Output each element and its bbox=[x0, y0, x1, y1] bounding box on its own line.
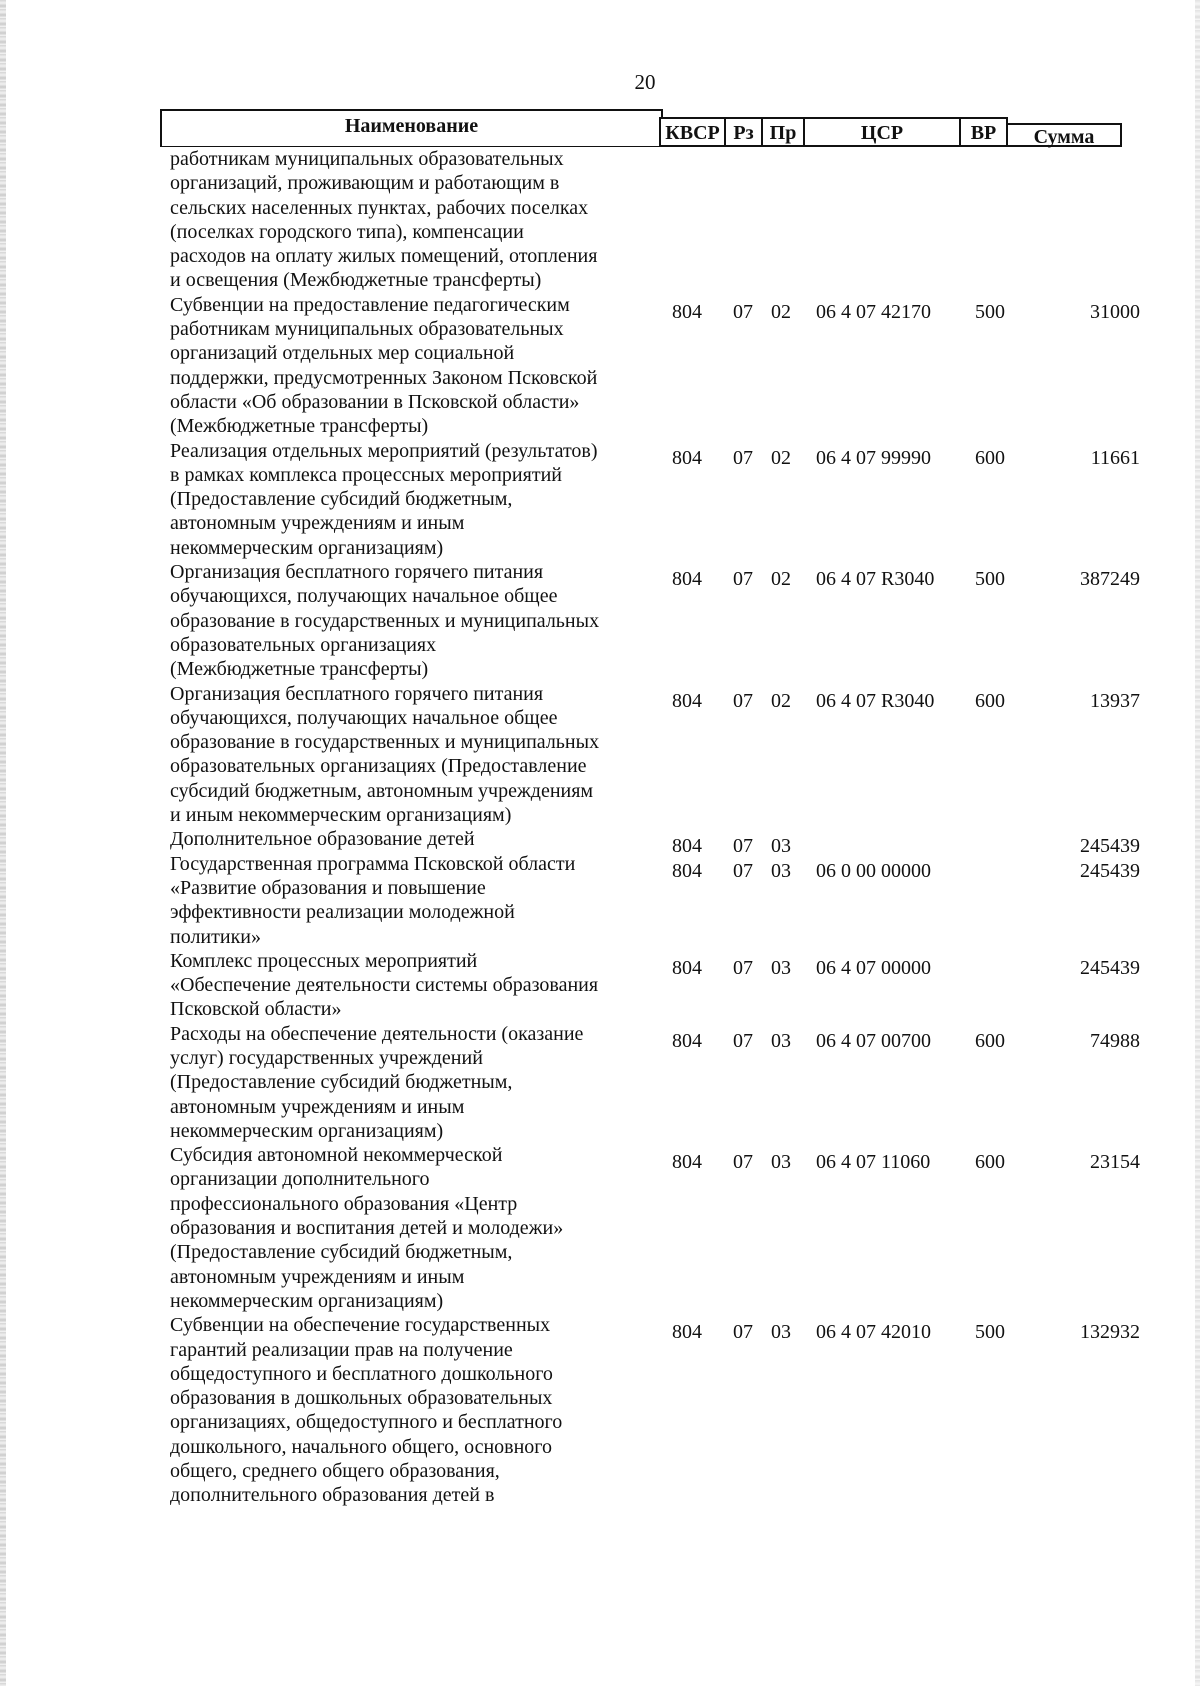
row-name: Субвенции на предоставление педагогическим работникам муниципальных образовательных организаций отдельных мер социальной поддержки, предусмотренных Законом Псковской области «Об образовании в Псковской области» (Межбюджетные трансферты) bbox=[170, 293, 598, 438]
row-sum: 31000 bbox=[1090, 300, 1140, 323]
row-vr: 600 bbox=[975, 446, 1005, 469]
row-kvsr: 804 bbox=[672, 1151, 702, 1174]
row-rz: 07 bbox=[733, 835, 753, 858]
row-csr: 06 4 07 R3040 bbox=[816, 689, 935, 712]
row-rz: 07 bbox=[733, 1029, 753, 1052]
table-row bbox=[160, 439, 1140, 560]
header-pr: Пр bbox=[761, 117, 805, 147]
row-kvsr: 804 bbox=[672, 300, 702, 323]
row-pr: 02 bbox=[771, 689, 791, 712]
row-vr: 600 bbox=[975, 1151, 1005, 1174]
table-row bbox=[160, 1313, 1140, 1507]
row-csr: 06 4 07 00000 bbox=[816, 956, 931, 979]
row-pr: 03 bbox=[771, 956, 791, 979]
row-csr: 06 4 07 42170 bbox=[816, 300, 931, 323]
row-pr: 03 bbox=[771, 835, 791, 858]
scan-edge-left bbox=[0, 0, 6, 1686]
row-kvsr: 804 bbox=[672, 1321, 702, 1344]
row-name: Организация бесплатного горячего питания обучающихся, получающих начальное общее образование в государственных и муниципальных образовательных организациях (Межбюджетные трансферты) bbox=[170, 561, 600, 681]
row-kvsr: 804 bbox=[672, 859, 702, 882]
row-rz: 07 bbox=[733, 689, 753, 712]
row-csr: 06 4 07 00700 bbox=[816, 1029, 931, 1052]
row-pr: 02 bbox=[771, 300, 791, 323]
row-name: Организация бесплатного горячего питания обучающихся, получающих начальное общее образование в государственных и муниципальных образовательных организациях (Предоставление субсидий бюджетным, автономным учреждениям и иным некоммерческим организациям) bbox=[170, 682, 600, 827]
row-sum: 74988 bbox=[1090, 1029, 1140, 1052]
table-row bbox=[160, 852, 1140, 949]
row-sum: 132932 bbox=[1080, 1321, 1140, 1344]
row-kvsr: 804 bbox=[672, 956, 702, 979]
table-row bbox=[160, 1143, 1140, 1313]
row-pr: 02 bbox=[771, 568, 791, 591]
row-rz: 07 bbox=[733, 300, 753, 323]
row-name: Дополнительное образование детей bbox=[170, 828, 475, 851]
row-sum: 245439 bbox=[1080, 835, 1140, 858]
header-vr: ВР bbox=[959, 117, 1008, 147]
row-vr: 500 bbox=[975, 1321, 1005, 1344]
row-rz: 07 bbox=[733, 956, 753, 979]
row-name: работникам муниципальных образовательных организаций, проживающим и работающим в сельских населенных пунктах, рабочих поселках (поселках городского типа), компенсации расходов на оплату жилых помещений, отопления и освещения (Межбюджетные трансферты) bbox=[170, 148, 598, 292]
table-header bbox=[160, 109, 1140, 147]
table-row bbox=[160, 682, 1140, 828]
row-kvsr: 804 bbox=[672, 1029, 702, 1052]
table-row bbox=[160, 949, 1140, 1022]
table-row bbox=[160, 147, 1140, 293]
header-sum: Сумма bbox=[1006, 123, 1122, 147]
row-vr: 600 bbox=[975, 1029, 1005, 1052]
row-vr: 500 bbox=[975, 300, 1005, 323]
row-rz: 07 bbox=[733, 859, 753, 882]
row-csr: 06 4 07 R3040 bbox=[816, 568, 935, 591]
header-name: Наименование bbox=[160, 109, 663, 147]
row-pr: 03 bbox=[771, 1029, 791, 1052]
row-rz: 07 bbox=[733, 1321, 753, 1344]
header-rz: Рз bbox=[724, 117, 763, 147]
row-kvsr: 804 bbox=[672, 835, 702, 858]
row-sum: 23154 bbox=[1090, 1151, 1140, 1174]
row-sum: 245439 bbox=[1080, 956, 1140, 979]
row-kvsr: 804 bbox=[672, 446, 702, 469]
row-csr: 06 4 07 11060 bbox=[816, 1151, 931, 1174]
table-row bbox=[160, 293, 1140, 439]
row-name: Реализация отдельных мероприятий (результатов) в рамках комплекса процессных мероприятий (Предоставление субсидий бюджетным, автономным учреждениям и иным некоммерческим организациям) bbox=[170, 439, 598, 559]
row-name: Субсидия автономной некоммерческой организации дополнительного профессионального образования «Центр образования и воспитания детей и молодежи» (Предоставление субсидий бюджетным, автономным учреждениям и иным некоммерческим организациям) bbox=[170, 1144, 564, 1312]
table-row bbox=[160, 1022, 1140, 1143]
row-name: Комплекс процессных мероприятий «Обеспечение деятельности системы образования Псковской области» bbox=[170, 949, 599, 1021]
row-vr: 500 bbox=[975, 568, 1005, 591]
row-kvsr: 804 bbox=[672, 568, 702, 591]
row-kvsr: 804 bbox=[672, 689, 702, 712]
page-number: 20 bbox=[634, 70, 656, 94]
row-pr: 03 bbox=[771, 1321, 791, 1344]
header-csr: ЦСР bbox=[803, 117, 961, 147]
scan-edge-right bbox=[1195, 0, 1200, 1686]
row-pr: 03 bbox=[771, 859, 791, 882]
row-rz: 07 bbox=[733, 1151, 753, 1174]
row-csr: 06 4 07 99990 bbox=[816, 446, 931, 469]
header-kvsr: КВСР bbox=[659, 117, 726, 147]
row-csr: 06 0 00 00000 bbox=[816, 859, 931, 882]
table-row bbox=[160, 560, 1140, 681]
row-sum: 13937 bbox=[1090, 689, 1140, 712]
row-vr: 600 bbox=[975, 689, 1005, 712]
table-body bbox=[160, 147, 1140, 1508]
row-pr: 03 bbox=[771, 1151, 791, 1174]
row-rz: 07 bbox=[733, 568, 753, 591]
row-name: Государственная программа Псковской области «Развитие образования и повышение эффективности реализации молодежной политики» bbox=[170, 852, 576, 948]
row-name: Субвенции на обеспечение государственных гарантий реализации прав на получение общедоступного и бесплатного дошкольного образования в дошкольных образовательных организациях, общедоступного и бесплатного дошкольного, начального общего, основного общего, среднего общего образования, дополнительного образования детей в bbox=[170, 1314, 563, 1507]
row-sum: 387249 bbox=[1080, 568, 1140, 591]
row-name: Расходы на обеспечение деятельности (оказание услуг) государственных учреждений (Предоставление субсидий бюджетным, автономным учреждениям и иным некоммерческим организациям) bbox=[170, 1022, 584, 1142]
row-csr: 06 4 07 42010 bbox=[816, 1321, 931, 1344]
row-sum: 11661 bbox=[1090, 446, 1140, 469]
budget-table bbox=[160, 109, 1140, 1508]
row-pr: 02 bbox=[771, 446, 791, 469]
row-rz: 07 bbox=[733, 446, 753, 469]
row-sum: 245439 bbox=[1080, 859, 1140, 882]
table-row bbox=[160, 827, 1140, 858]
